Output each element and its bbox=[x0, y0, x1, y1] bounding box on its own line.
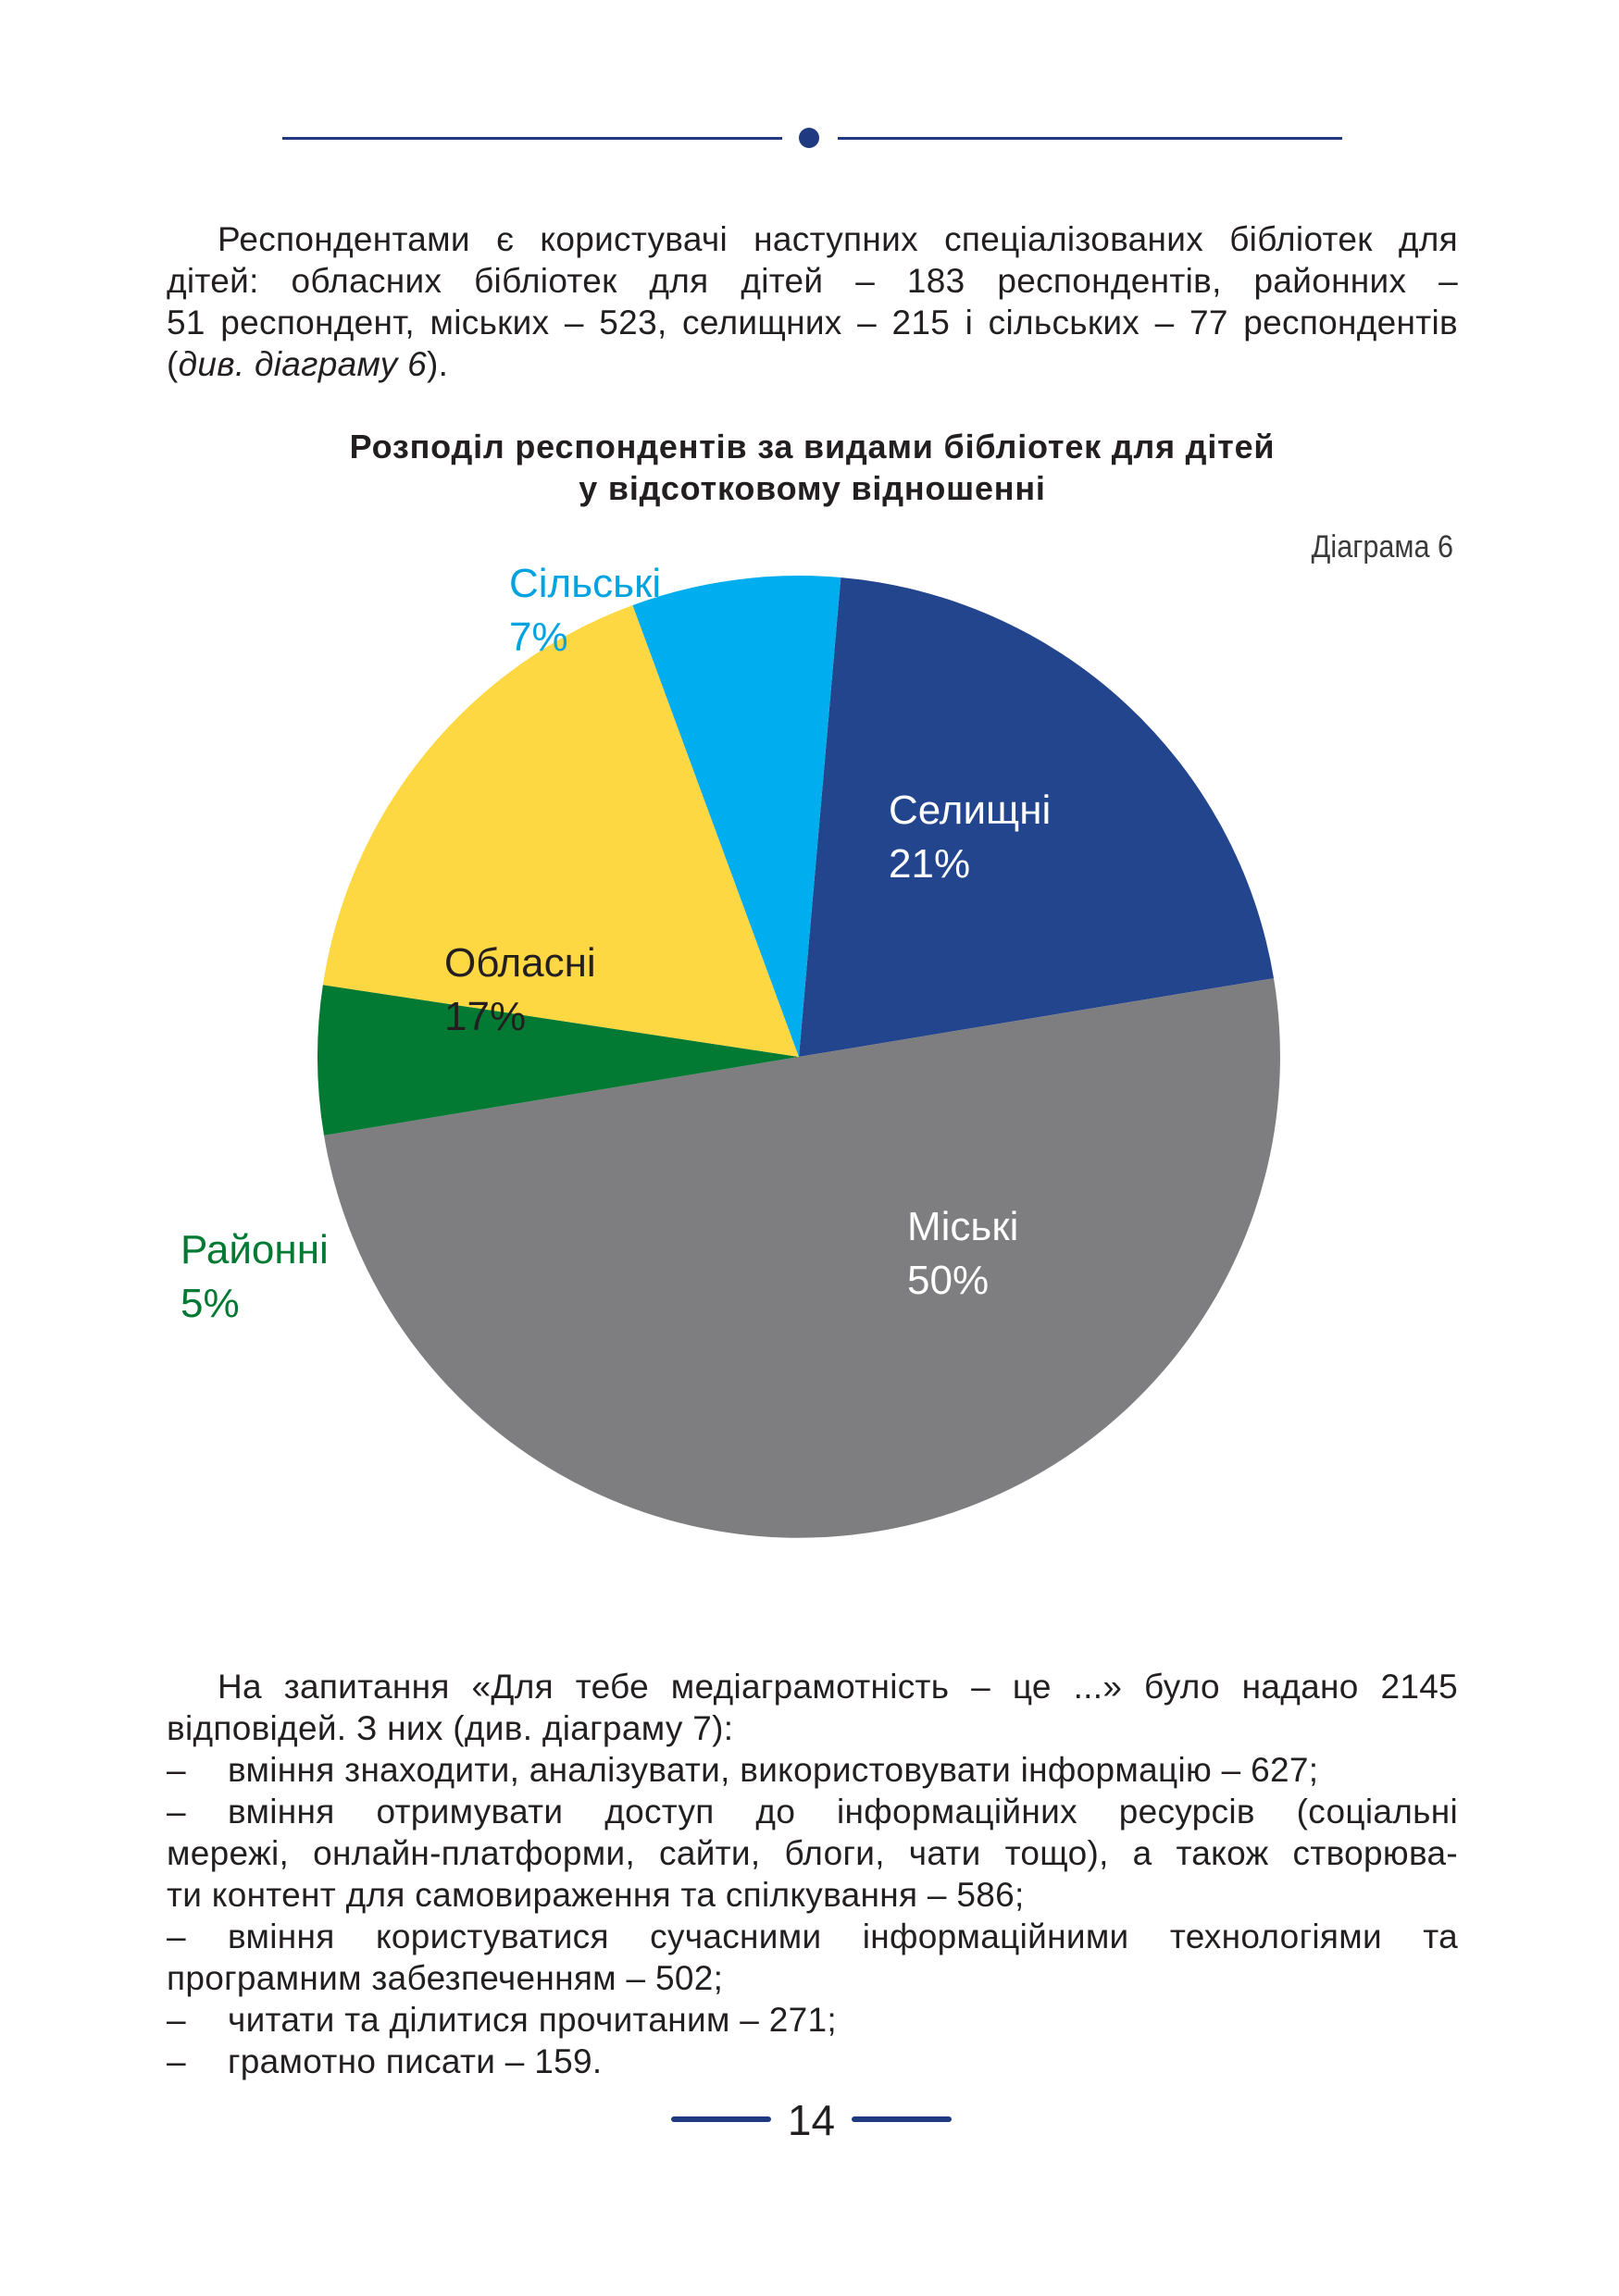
answer-text: вміння отримувати доступ до інформаційних ресурсів (соціальні bbox=[228, 1793, 1458, 1831]
slice-label: Районні bbox=[181, 1227, 329, 1272]
answer-item bbox=[167, 1791, 1458, 1832]
header-rule-right-line bbox=[838, 137, 1342, 140]
diagram-ref-close: ). bbox=[427, 345, 449, 383]
diagram-ref-open: ( bbox=[167, 345, 179, 383]
header-rule-left-line bbox=[282, 137, 782, 140]
diagram-ref: див. діаграму 6 bbox=[178, 345, 427, 383]
answer-item-continuation bbox=[167, 1832, 1458, 1874]
answer-dash: – bbox=[167, 2042, 186, 2080]
paragraph-line: відповідей. З них (див. діаграму 7): bbox=[167, 1709, 734, 1747]
answer-item bbox=[167, 2041, 1458, 2082]
answer-item-continuation bbox=[167, 1874, 1458, 1916]
slice-label: Обласні bbox=[444, 940, 596, 986]
answer-text: ти контент для самовираження та спілкування – 586; bbox=[167, 1876, 1025, 1914]
paragraph-line: дітей: обласних бібліотек для дітей – 183 респондентів, районних – bbox=[167, 262, 1458, 300]
answer-text: вміння знаходити, аналізувати, використовувати інформацію – 627; bbox=[228, 1751, 1319, 1789]
answer-text: мережі, онлайн-платформи, сайти, блоги, чати тощо), а також створюва- bbox=[167, 1834, 1458, 1872]
answer-dash: – bbox=[167, 1793, 186, 1831]
paragraph-line: 51 респондент, міських – 523, селищних – 215 і сільських – 77 респондентів bbox=[167, 304, 1458, 341]
slice-label: Міські bbox=[907, 1204, 1019, 1249]
answer-item bbox=[167, 1916, 1458, 1957]
answer-item bbox=[167, 1749, 1458, 1791]
pie-chart bbox=[139, 555, 1342, 1592]
intro-paragraph bbox=[167, 218, 1458, 385]
header-rule bbox=[282, 133, 1342, 144]
chart-title bbox=[167, 426, 1458, 509]
answer-list bbox=[167, 1749, 1458, 2082]
page-number: 14 bbox=[787, 2096, 836, 2144]
footer-left-line bbox=[671, 2116, 771, 2122]
answers-paragraph bbox=[167, 1666, 1458, 2082]
paragraph-line: Респондентами є користувачі наступних спеціалізованих бібліотек для bbox=[218, 220, 1458, 258]
header-rule-dot bbox=[799, 128, 819, 148]
slice-label: Селищні bbox=[889, 788, 1052, 833]
slice-value-label: 7% bbox=[509, 614, 568, 660]
slice-label: Сільські bbox=[509, 561, 662, 606]
chart-caption: Діаграма 6 bbox=[1311, 529, 1453, 565]
answer-dash: – bbox=[167, 2001, 186, 2039]
answer-item bbox=[167, 1999, 1458, 2041]
slice-value-label: 5% bbox=[181, 1281, 240, 1326]
chart-title-line1: Розподіл респондентів за видами бібліотек для дітей bbox=[349, 428, 1276, 465]
answer-item-continuation bbox=[167, 1957, 1458, 1999]
slice-value-label: 17% bbox=[444, 994, 527, 1039]
answer-dash: – bbox=[167, 1751, 186, 1789]
slice-value-label: 21% bbox=[889, 841, 971, 887]
answer-text: грамотно писати – 159. bbox=[228, 2042, 603, 2080]
answer-dash: – bbox=[167, 1917, 186, 1955]
answer-text: програмним забезпеченням – 502; bbox=[167, 1959, 724, 1997]
slice-value-label: 50% bbox=[907, 1258, 990, 1303]
paragraph-line bbox=[167, 343, 1458, 385]
chart-title-line2: у відсотковому відношенні bbox=[579, 469, 1046, 507]
footer-right-line bbox=[852, 2116, 952, 2122]
answer-text: читати та ділитися прочитаним – 271; bbox=[228, 2001, 837, 2039]
paragraph-line: На запитання «Для тебе медіаграмотність – це ...» було надано 2145 bbox=[218, 1668, 1458, 1706]
page-footer bbox=[666, 2090, 953, 2145]
answer-text: вміння користуватися сучасними інформаційними технологіями та bbox=[228, 1917, 1458, 1955]
